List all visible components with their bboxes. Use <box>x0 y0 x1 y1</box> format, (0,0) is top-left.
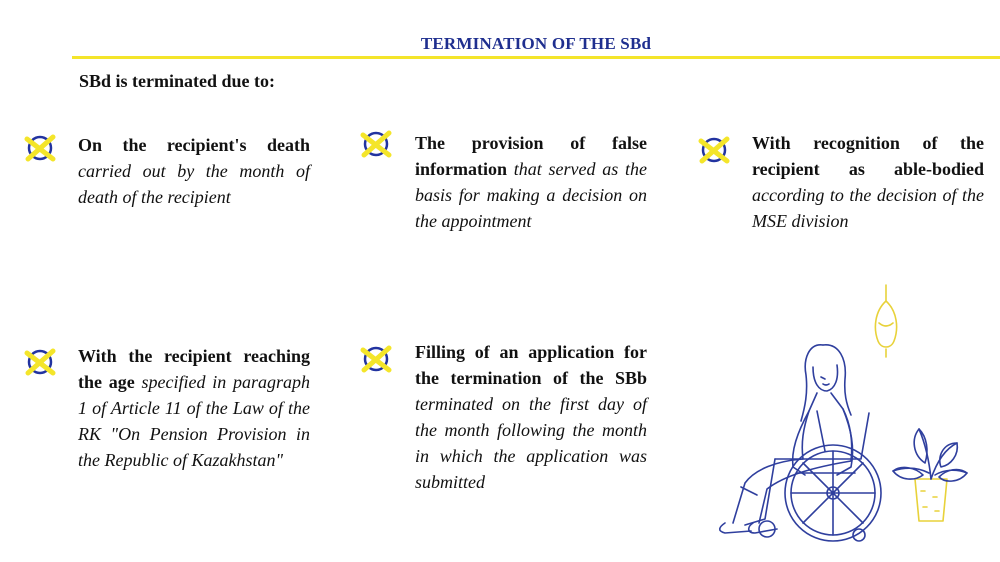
reason-title: The provision of false information <box>415 133 647 179</box>
reason-detail: specified in paragraph 1 of Article 11 of the Law of the RK "On Pension Provision in the Republic of Kazakhstan" <box>78 372 311 470</box>
x-mark-icon <box>360 127 392 159</box>
reason-detail: terminated on the first day of the month following the month in which the application was submitted <box>415 394 647 492</box>
x-mark-icon <box>360 342 392 374</box>
termination-reason-application <box>415 339 647 495</box>
potted-plant-icon <box>893 429 967 521</box>
termination-reason-death <box>78 132 310 210</box>
termination-reason-age <box>78 343 310 473</box>
wheelchair-illustration <box>705 283 995 553</box>
reason-detail: carried out by the month of death of the recipient <box>78 161 310 207</box>
reason-title: Filling of an application for the termination of the SBb <box>415 342 647 388</box>
section-heading: SBd is terminated due to: <box>79 71 276 91</box>
title-underline <box>72 56 1000 59</box>
hanging-lamp-icon <box>875 285 896 357</box>
reason-title: With the recipient reaching the age <box>78 346 310 392</box>
reason-detail: that served as the basis for making a decision on the appointment <box>415 159 648 231</box>
reason-title: On the recipient's death <box>78 135 310 155</box>
reason-detail: according to the decision of the MSE division <box>752 185 984 231</box>
x-mark-icon <box>24 345 56 377</box>
termination-reason-able-bodied <box>752 130 984 234</box>
termination-reason-false-information <box>415 130 647 234</box>
page-title: TERMINATION OF THE SBd <box>420 34 652 53</box>
reason-title: With recognition of the recipient as able-bodied <box>752 133 984 179</box>
x-mark-icon <box>24 131 56 163</box>
x-mark-icon <box>698 133 730 165</box>
